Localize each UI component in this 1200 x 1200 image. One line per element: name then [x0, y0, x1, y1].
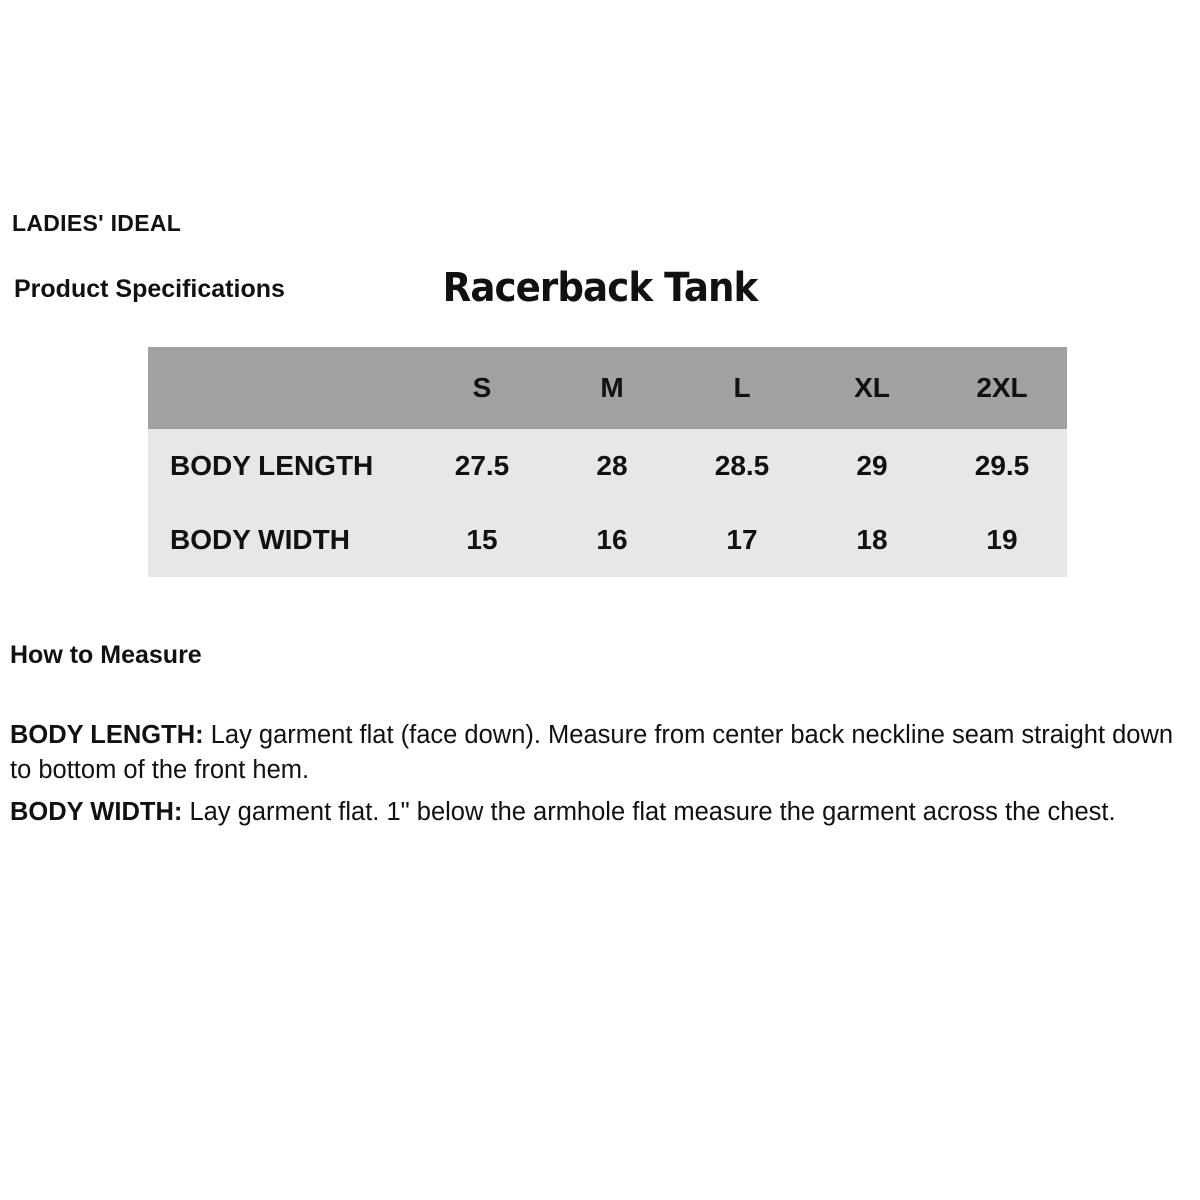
size-col-header-m: M [600, 372, 624, 403]
size-col-header-xl: XL [854, 372, 890, 403]
size-spec-table [148, 347, 1067, 577]
section-title: Product Specifications [14, 275, 285, 303]
spec-cell: 17 [726, 524, 758, 555]
spec-cell: 16 [596, 524, 628, 555]
definition-term: BODY LENGTH: [10, 721, 204, 749]
spec-cell: 28 [596, 450, 628, 481]
size-col-header-l: L [733, 372, 751, 403]
spec-cell: 15 [466, 524, 498, 555]
table-row-body-width [148, 503, 1067, 577]
definition-text: Lay garment flat (face down). Measure from center back neckline seam straight down to bottom of the front hem. [10, 721, 1174, 784]
spec-cell: 19 [986, 524, 1018, 555]
table-row-body-length [148, 429, 1067, 503]
row-label-body-width: BODY WIDTH [170, 524, 350, 555]
brand-line: LADIES' IDEAL [12, 210, 182, 236]
spec-cell: 28.5 [714, 450, 770, 481]
spec-label-header-empty [148, 347, 417, 429]
size-spec-table-header [148, 347, 1067, 429]
product-name: Racerback Tank [442, 265, 758, 311]
spec-cell: 18 [856, 524, 888, 555]
definition-text: Lay garment flat. 1" below the armhole flat measure the garment across the chest. [182, 798, 1116, 826]
table-header-row [148, 347, 1067, 429]
spec-cell: 29.5 [974, 450, 1030, 481]
size-col-header-2xl: 2XL [976, 372, 1028, 403]
how-to-measure-definitions [10, 718, 1196, 837]
size-col-header-s: S [472, 372, 492, 403]
definition-body-length [10, 718, 1196, 788]
spec-cell: 29 [856, 450, 888, 481]
definition-body-width [10, 795, 1196, 830]
spec-cell: 27.5 [454, 450, 510, 481]
definition-term: BODY WIDTH: [10, 798, 183, 826]
row-label-body-length: BODY LENGTH [170, 450, 374, 481]
how-to-measure-heading: How to Measure [10, 641, 202, 669]
size-spec-table-body [148, 429, 1067, 577]
